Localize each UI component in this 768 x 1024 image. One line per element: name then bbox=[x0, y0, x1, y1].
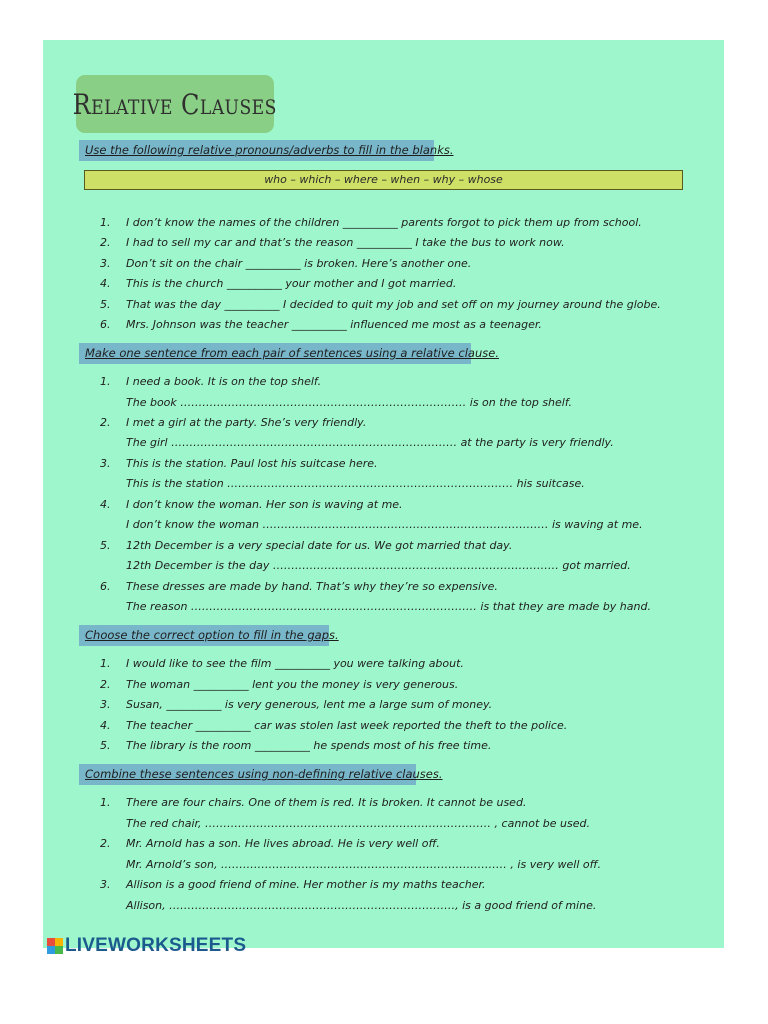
section2-instruction: Make one sentence from each pair of sentences using a relative clause. bbox=[79, 343, 471, 364]
item-number: 1. bbox=[100, 657, 111, 670]
section4-instruction: Combine these sentences using non-defining relative clauses. bbox=[79, 764, 416, 785]
item-number: 1. bbox=[100, 375, 111, 388]
item-text: Mrs. Johnson was the teacher __________ influenced me most as a teenager. bbox=[126, 318, 542, 331]
item-number: 6. bbox=[100, 580, 111, 593]
item-number: 5. bbox=[100, 739, 111, 752]
item-text: I met a girl at the party. She’s very friendly. bbox=[126, 416, 367, 429]
item-number: 1. bbox=[100, 796, 111, 809]
item-number: 6. bbox=[100, 318, 111, 331]
item-text: Allison is a good friend of mine. Her mother is my maths teacher. bbox=[126, 878, 486, 891]
item-number: 4. bbox=[100, 277, 111, 290]
item-text: That was the day __________ I decided to quit my job and set off on my journey around the globe. bbox=[126, 298, 661, 311]
item-number: 3. bbox=[100, 457, 111, 470]
item-number: 2. bbox=[100, 236, 111, 249]
answer-text: Mr. Arnold’s son, …………………………………………………………………… , is very well off. bbox=[126, 858, 602, 871]
item-text: Mr. Arnold has a son. He lives abroad. He is very well off. bbox=[126, 837, 440, 850]
item-number: 4. bbox=[100, 719, 111, 732]
item-number: 1. bbox=[100, 216, 111, 229]
item-number: 5. bbox=[100, 298, 111, 311]
item-text: I would like to see the film __________ you were talking about. bbox=[126, 657, 464, 670]
answer-text: Allison, ……………………………………………………………………, is a good friend of mine. bbox=[126, 899, 597, 912]
item-text: 12th December is a very special date for us. We got married that day. bbox=[126, 539, 513, 552]
item-number: 3. bbox=[100, 698, 111, 711]
answer-text: The reason …………………………………………………………………… is that they are made by hand. bbox=[126, 600, 651, 613]
item-text: There are four chairs. One of them is red. It is broken. It cannot be used. bbox=[126, 796, 527, 809]
answer-text: I don’t know the woman …………………………………………………………………… is waving at me. bbox=[126, 518, 643, 531]
item-number: 5. bbox=[100, 539, 111, 552]
item-text: This is the church __________ your mother and I got married. bbox=[126, 277, 457, 290]
answer-text: The red chair, …………………………………………………………………… , cannot be used. bbox=[126, 817, 591, 830]
item-text: These dresses are made by hand. That’s why they’re so expensive. bbox=[126, 580, 498, 593]
answer-text: 12th December is the day …………………………………………………………………… got married. bbox=[126, 559, 631, 572]
item-text: Susan, __________ is very generous, lent me a large sum of money. bbox=[126, 698, 493, 711]
liveworksheets-logo[interactable] bbox=[47, 936, 246, 956]
section1-instruction: Use the following relative pronouns/adverbs to fill in the blanks. bbox=[79, 140, 434, 161]
item-number: 3. bbox=[100, 878, 111, 891]
item-text: I don’t know the woman. Her son is waving at me. bbox=[126, 498, 403, 511]
answer-text: The girl …………………………………………………………………… at the party is very friendly. bbox=[126, 436, 614, 449]
answer-text: The book …………………………………………………………………… is on the top shelf. bbox=[126, 396, 573, 409]
item-text: This is the station. Paul lost his suitcase here. bbox=[126, 457, 378, 470]
worksheet-page bbox=[43, 40, 724, 948]
page-title: Relative Clauses bbox=[72, 87, 278, 121]
answer-text: This is the station …………………………………………………………………… his suitcase. bbox=[126, 477, 585, 490]
item-number: 4. bbox=[100, 498, 111, 511]
item-number: 2. bbox=[100, 837, 111, 850]
item-text: The woman __________ lent you the money is very generous. bbox=[126, 678, 459, 691]
title-box bbox=[72, 75, 278, 133]
item-text: I don’t know the names of the children __________ parents forgot to pick them up from school. bbox=[126, 216, 642, 229]
item-number: 2. bbox=[100, 416, 111, 429]
item-number: 2. bbox=[100, 678, 111, 691]
item-text: The library is the room __________ he spends most of his free time. bbox=[126, 739, 492, 752]
section3-instruction: Choose the correct option to fill in the gaps. bbox=[79, 625, 329, 646]
item-text: The teacher __________ car was stolen last week reported the theft to the police. bbox=[126, 719, 568, 732]
item-text: I need a book. It is on the top shelf. bbox=[126, 375, 322, 388]
word-bank: who – which – where – when – why – whose bbox=[84, 170, 683, 190]
liveworksheets-logo-icon bbox=[47, 938, 63, 954]
item-number: 3. bbox=[100, 257, 111, 270]
item-text: I had to sell my car and that’s the reason __________ I take the bus to work now. bbox=[126, 236, 565, 249]
item-text: Don’t sit on the chair __________ is broken. Here’s another one. bbox=[126, 257, 472, 270]
logo-text: LIVEWORKSHEETS bbox=[65, 935, 247, 956]
